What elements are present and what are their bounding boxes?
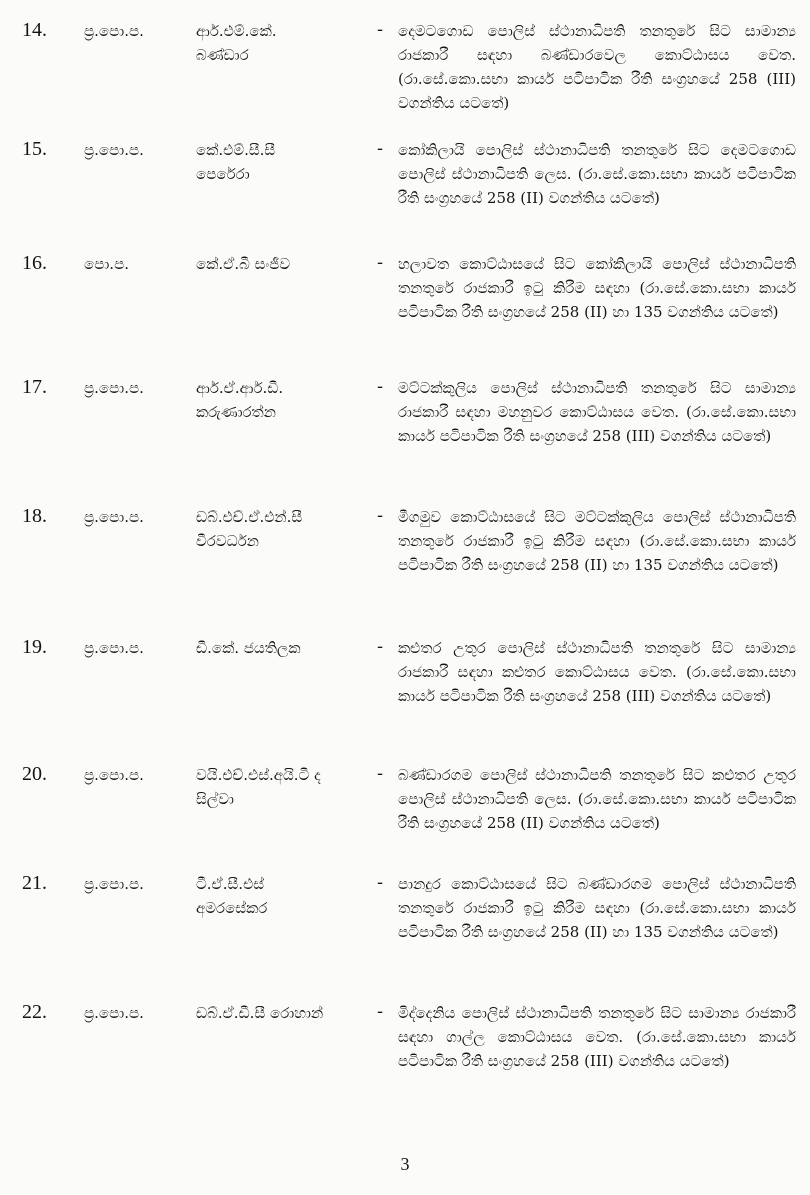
- entry-description: කෝකිලායි පොලිස් ස්ථානාධිපති තනතුරේ සිට දෙමටගොඩ පොලිස් ස්ථානාධිපති ලෙස. (රා.සේ.කො.සභා කාර්ය පටිපාටික රීති සංග්‍රහයේ 258 (II) වගන්තිය යටතේ): [398, 141, 796, 207]
- entry-number: 20.: [22, 763, 47, 785]
- entry-officer-name: ආර්.එම්.කේ. බණ්ඩාර: [196, 22, 277, 64]
- entry-officer-name: වයි.එච්.එස්.අයි.ටී ද සිල්වා: [196, 766, 321, 808]
- entry-number: 21.: [22, 872, 47, 894]
- page-number: 3: [400, 1154, 410, 1174]
- entry-officer-name: ඩබ්.ඒ.ඩී.සී රොහාන්: [196, 1004, 324, 1022]
- entry-description: දෙමටගොඩ පොලිස් ස්ථානාධිපති තනතුරේ සිට සාමාන්‍ය රාජකාරී සඳහා බණ්ඩාරවෙල කොට්ඨාසය වෙත. (රා.සේ.කො.සභා කාර්ය පටිපාටික රීති සංග්‍රහයේ 258 (III) වගන්තිය යටතේ): [398, 22, 796, 112]
- entry-dash: -: [377, 505, 384, 526]
- entry-description: බණ්ඩාරගම පොලිස් ස්ථානාධිපති තනතුරේ සිට කළුතර උතුර පොලිස් ස්ථානාධිපති ලෙස. (රා.සේ.කො.සභා කාර්ය පටිපාටික රීති සංග්‍රහයේ 258 (II) වගන්තිය යටතේ): [398, 766, 796, 832]
- entry-dash: -: [377, 763, 384, 784]
- entry-officer-name: ඩබ්.එච්.ඒ.එන්.සී වීරවර්ධන: [196, 508, 303, 550]
- entry-description: මීගමුව කොට්ඨාසයේ සිට මට්ටක්කුලිය පොලිස් ස්ථානාධිපති තනතුරේ රාජකාරී ඉටු කිරීම සඳහා (රා.සේ.කො.සභා කාර්ය පටිපාටික රීති සංග්‍රහයේ 258 (II) හා 135 වගන්තිය යටතේ): [398, 508, 796, 574]
- entry-officer-name: ඩී.කේ. ජයතිලක: [196, 639, 301, 657]
- entry-rank: ප්‍ර.පො.ප.: [84, 639, 144, 657]
- entry-description: හලාවත කොට්ඨාසයේ සිට කෝකිලායි පොලිස් ස්ථානාධිපති තනතුරේ රාජකාරී ඉටු කිරීම සඳහා (රා.සේ.කො.සභා කාර්ය පටිපාටික රීති සංග්‍රහයේ 258 (II) හා 135 වගන්තිය යටතේ): [398, 255, 796, 321]
- entry-number: 15.: [22, 138, 47, 160]
- entry-number: 17.: [22, 376, 47, 398]
- entry-dash: -: [377, 376, 384, 397]
- entry-description: මට්ටක්කුලිය පොලිස් ස්ථානාධිපති තනතුරේ සිට සාමාන්‍ය රාජකාරී සඳහා මහනුවර කොට්ඨාසය වෙත. (රා.සේ.කො.සභා කාර්ය පටිපාටික රීති සංග්‍රහයේ 258 (III) වගන්තිය යටතේ): [398, 379, 796, 445]
- entry-rank: ප්‍ර.පො.ප.: [84, 875, 144, 893]
- entry-dash: -: [377, 1001, 384, 1022]
- entry-rank: ප්‍ර.පො.ප.: [84, 766, 144, 784]
- entry-officer-name: ආර්.ඒ.ආර්.ඩී. කරුණාරත්න: [196, 379, 284, 421]
- entry-number: 14.: [22, 19, 47, 41]
- entry-dash: -: [377, 636, 384, 657]
- entry-description: මිද්දෙනිය පොලිස් ස්ථානාධිපති තනතුරේ සිට සාමාන්‍ය රාජකාරී සඳහා ගාල්ල කොට්ඨාසය වෙත. (රා.සේ.කො.සභා කාර්ය පටිපාටික රීති සංග්‍රහයේ 258 (III) වගන්තිය යටතේ): [398, 1004, 796, 1070]
- entry-dash: -: [377, 872, 384, 893]
- entry-rank: පො.ප.: [84, 255, 129, 273]
- entry-officer-name: කේ.එම්.සී.සී පෙරේරා: [196, 141, 276, 183]
- entry-officer-name: කේ.ඒ.බී සංජීව: [196, 255, 291, 273]
- entry-dash: -: [377, 138, 384, 159]
- entry-rank: ප්‍ර.පො.ප.: [84, 1004, 144, 1022]
- entry-dash: -: [377, 252, 384, 273]
- entry-dash: -: [377, 19, 384, 40]
- entry-rank: ප්‍ර.පො.ප.: [84, 22, 144, 40]
- entry-rank: ප්‍ර.පො.ප.: [84, 141, 144, 159]
- entry-number: 16.: [22, 252, 47, 274]
- entry-number: 19.: [22, 636, 47, 658]
- entry-number: 18.: [22, 505, 47, 527]
- entry-rank: ප්‍ර.පො.ප.: [84, 379, 144, 397]
- entry-officer-name: ටී.ඒ.සී.එස් අමරසේකර: [196, 875, 268, 917]
- entry-rank: ප්‍ර.පො.ප.: [84, 508, 144, 526]
- entry-number: 22.: [22, 1001, 47, 1023]
- entry-description: කළුතර උතුර පොලිස් ස්ථානාධිපති තනතුරේ සිට සාමාන්‍ය රාජකාරී සඳහා කළුතර කොට්ඨාසය වෙත. (රා.සේ.කො.සභා කාර්ය පටිපාටික රීති සංග්‍රහයේ 258 (III) වගන්තිය යටතේ): [398, 639, 796, 705]
- entry-description: පානදුර කොට්ඨාසයේ සිට බණ්ඩාරගම පොලිස් ස්ථානාධිපති තනතුරේ රාජකාරී ඉටු කිරීම සඳහා (රා.සේ.කො.සභා කාර්ය පටිපාටික රීති සංග්‍රහයේ 258 (II) හා 135 වගන්තිය යටතේ): [398, 875, 796, 941]
